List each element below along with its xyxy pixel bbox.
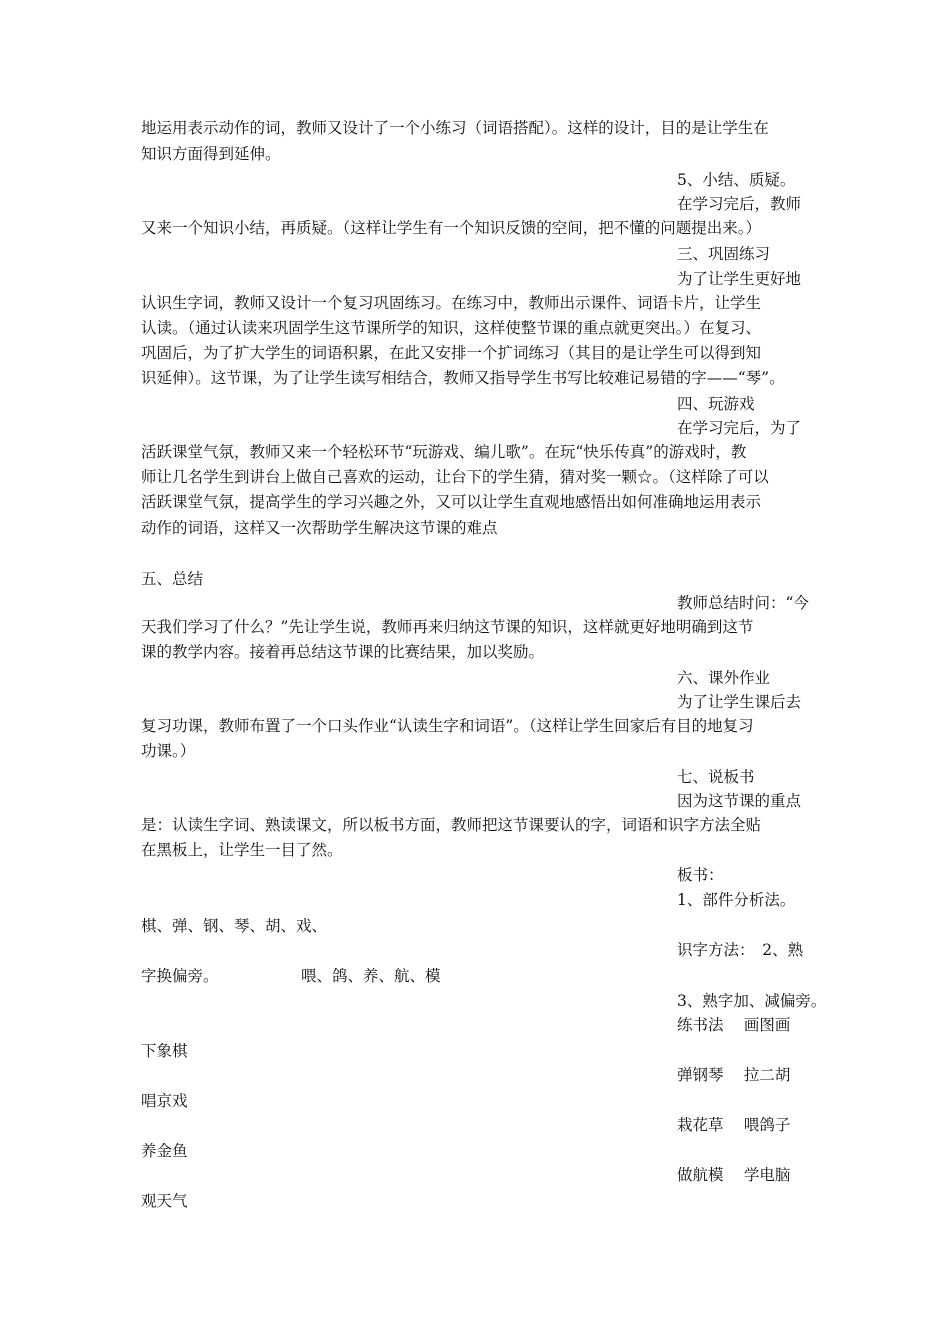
board-phrase: 下象棋 bbox=[141, 1042, 188, 1060]
paragraph-line: 活跃课堂气氛，提高学生的学习兴趣之外，又可以让学生直观地感悟出如何准确地运用表示 bbox=[141, 493, 762, 511]
board-phrase: 养金鱼 bbox=[141, 1142, 188, 1160]
paragraph-line: 为了让学生更好地 bbox=[677, 270, 802, 288]
paragraph-line: 在学习完后，为了 bbox=[677, 419, 802, 437]
board-method: 字换偏旁。 bbox=[141, 967, 219, 985]
paragraph-line: 识延伸）。这节课，为了让学生读写相结合，教师又指导学生书写比较难记易错的字——“琴”。 bbox=[141, 369, 785, 387]
section-heading: 七、说板书 bbox=[677, 768, 755, 786]
section-heading: 四、玩游戏 bbox=[677, 395, 755, 413]
section-heading: 5、小结、质疑。 bbox=[677, 171, 796, 189]
paragraph-line: 动作的词语，这样又一次帮助学生解决这节课的难点 bbox=[141, 519, 498, 537]
paragraph-line: 为了让学生课后去 bbox=[677, 693, 802, 711]
paragraph-line: 巩固后，为了扩大学生的词语积累，在此又安排一个扩词练习（其目的是让学生可以得到知 bbox=[141, 344, 762, 362]
board-phrase-pair: 栽花草 喂鸽子 bbox=[677, 1116, 791, 1134]
board-method: 识字方法： 2、熟 bbox=[677, 941, 804, 959]
paragraph-line: 地运用表示动作的词，教师又设计了一个小练习（词语搭配）。这样的设计，目的是让学生在 bbox=[141, 119, 769, 137]
board-phrase-pair: 做航模 学电脑 bbox=[677, 1166, 791, 1184]
board-phrase: 观天气 bbox=[141, 1192, 188, 1210]
section-heading: 五、总结 bbox=[141, 570, 204, 588]
board-phrase-pair: 弹钢琴 拉二胡 bbox=[677, 1066, 791, 1084]
paragraph-line: 在黑板上，让学生一目了然。 bbox=[141, 841, 343, 859]
paragraph-line: 复习功课，教师布置了一个口头作业“认读生字和词语”。（这样让学生回家后有目的地复习 bbox=[141, 717, 754, 735]
paragraph-line: 天我们学习了什么？”先让学生说，教师再来归纳这节课的知识，这样就更好地明确到这节 bbox=[141, 618, 754, 636]
paragraph-line: 又来一个知识小结，再质疑。（这样让学生有一个知识反馈的空间，把不懂的问题提出来。） bbox=[141, 219, 762, 237]
paragraph-line: 因为这节课的重点 bbox=[677, 792, 802, 810]
board-characters: 棋、弹、钢、琴、胡、戏、 bbox=[141, 917, 328, 935]
paragraph-line: 活跃课堂气氛，教师又来一个轻松环节“玩游戏、编儿歌”。在玩“快乐传真”的游戏时，教 bbox=[141, 443, 747, 461]
paragraph-line: 课的教学内容。接着再总结这节课的比赛结果，加以奖励。 bbox=[141, 643, 545, 661]
board-method: 1、部件分析法。 bbox=[677, 891, 796, 909]
board-phrase-pair: 练书法 画图画 bbox=[677, 1016, 791, 1034]
paragraph-line: 师让几名学生到讲台上做自己喜欢的运动，让台下的学生猜，猜对奖一颗☆。（这样除了可以 bbox=[141, 468, 769, 486]
paragraph-line: 认识生字词，教师又设计一个复习巩固练习。在练习中，教师出示课件、词语卡片，让学生 bbox=[141, 294, 762, 312]
paragraph-line: 教师总结时问：“今 bbox=[677, 594, 809, 612]
section-heading: 六、课外作业 bbox=[677, 669, 771, 687]
board-phrase: 唱京戏 bbox=[141, 1092, 188, 1110]
paragraph-line: 在学习完后，教师 bbox=[677, 195, 802, 213]
board-characters: 喂、鸽、养、航、模 bbox=[301, 967, 441, 985]
paragraph-line: 功课。） bbox=[141, 742, 196, 760]
paragraph-line: 认读。（通过认读来巩固学生这节课所学的知识，这样使整节课的重点就更突出。）在复习、 bbox=[141, 319, 762, 337]
board-method: 3、熟字加、减偏旁。 bbox=[677, 992, 827, 1010]
section-heading: 三、巩固练习 bbox=[677, 245, 771, 263]
paragraph-line: 是：认读生字词、熟读课文，所以板书方面，教师把这节课要认的字，词语和识字方法全贴 bbox=[141, 816, 762, 834]
paragraph-line: 知识方面得到延伸。 bbox=[141, 145, 281, 163]
board-title: 板书： bbox=[677, 866, 724, 884]
